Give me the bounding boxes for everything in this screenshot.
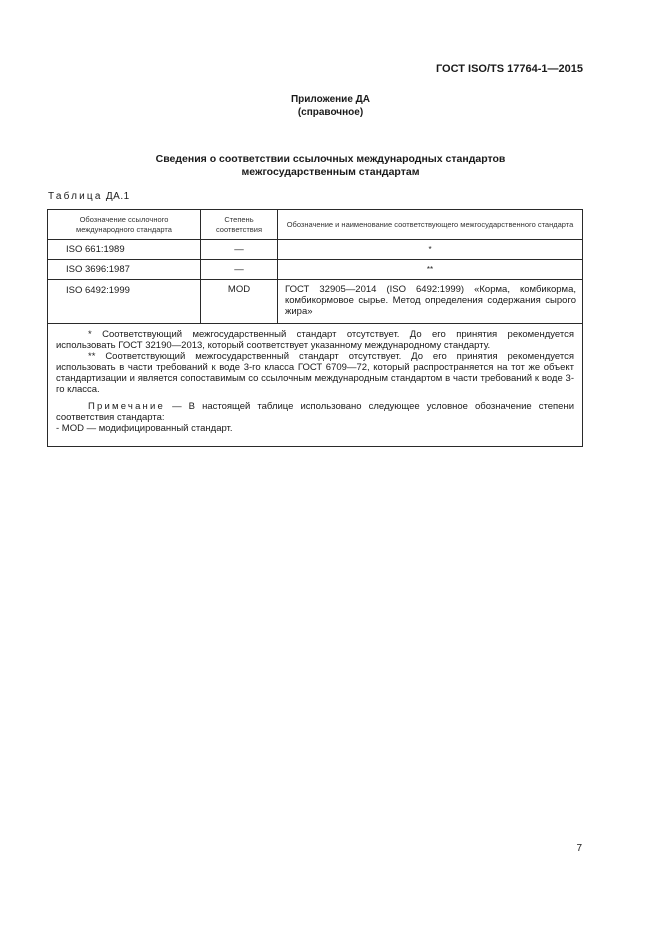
- appendix-heading: [0, 93, 661, 119]
- note-text: — В настоящей таблице использовано следующее условное обозначение степени соответствия стандарта:: [56, 401, 574, 423]
- page-number: 7: [576, 843, 582, 854]
- footnote-2: ** Соответствующий межгосударственный стандарт отсутствует. До его принятия рекомендуется использовать в части требований к воде 3-го класса ГОСТ 6709—72, который распространяется на тот же объект стандартизации и является сопоставимым со ссылочным международным стандартом в части требований к воде 3-го класса.: [56, 351, 574, 395]
- row-degree: —: [201, 240, 278, 260]
- correspondence-table: [47, 209, 583, 447]
- row-gost: *: [278, 240, 583, 260]
- row-degree: MOD: [201, 280, 278, 324]
- table-caption-number: ДА.1: [102, 191, 130, 202]
- header-gost: Обозначение и наименование соответствующего межгосударственного стандарта: [278, 210, 583, 240]
- row-designation: ISO 3696:1987: [48, 260, 201, 280]
- appendix-subtitle: (справочное): [297, 107, 364, 118]
- header-designation: Обозначение ссылочного международного стандарта: [48, 210, 201, 240]
- row-gost: ГОСТ 32905—2014 (ISO 6492:1999) «Корма, комбикорма, комбикормовое сырье. Метод определения содержания сырого жира»: [278, 280, 583, 324]
- note-item: - MOD — модифицированный стандарт.: [56, 423, 233, 434]
- section-title-line1: Сведения о соответствии ссылочных международных стандартов: [155, 153, 506, 165]
- section-title: [0, 153, 661, 179]
- footnote-1: * Соответствующий межгосударственный стандарт отсутствует. До его принятия рекомендуется использовать ГОСТ 32190—2013, который соответствует указанному международному стандарту.: [56, 329, 574, 351]
- note-label: Примечание: [88, 401, 165, 412]
- header-degree: Степень соответствия: [201, 210, 278, 240]
- table-row: [48, 240, 583, 260]
- table-caption: [48, 191, 130, 202]
- row-degree: —: [201, 260, 278, 280]
- document-code: ГОСТ ISO/TS 17764-1—2015: [435, 63, 583, 75]
- section-title-line2: межгосударственным стандартам: [241, 166, 420, 178]
- table-header-row: [48, 210, 583, 240]
- row-designation: ISO 6492:1999: [48, 280, 201, 324]
- row-designation: ISO 661:1989: [48, 240, 201, 260]
- table-row: [48, 260, 583, 280]
- row-gost: **: [278, 260, 583, 280]
- table-caption-word: Таблица: [48, 191, 103, 202]
- table-row: [48, 280, 583, 324]
- appendix-title: Приложение ДА: [290, 94, 371, 105]
- table-notes: [48, 324, 583, 447]
- table-note: [56, 401, 574, 423]
- table-notes-row: [48, 324, 583, 447]
